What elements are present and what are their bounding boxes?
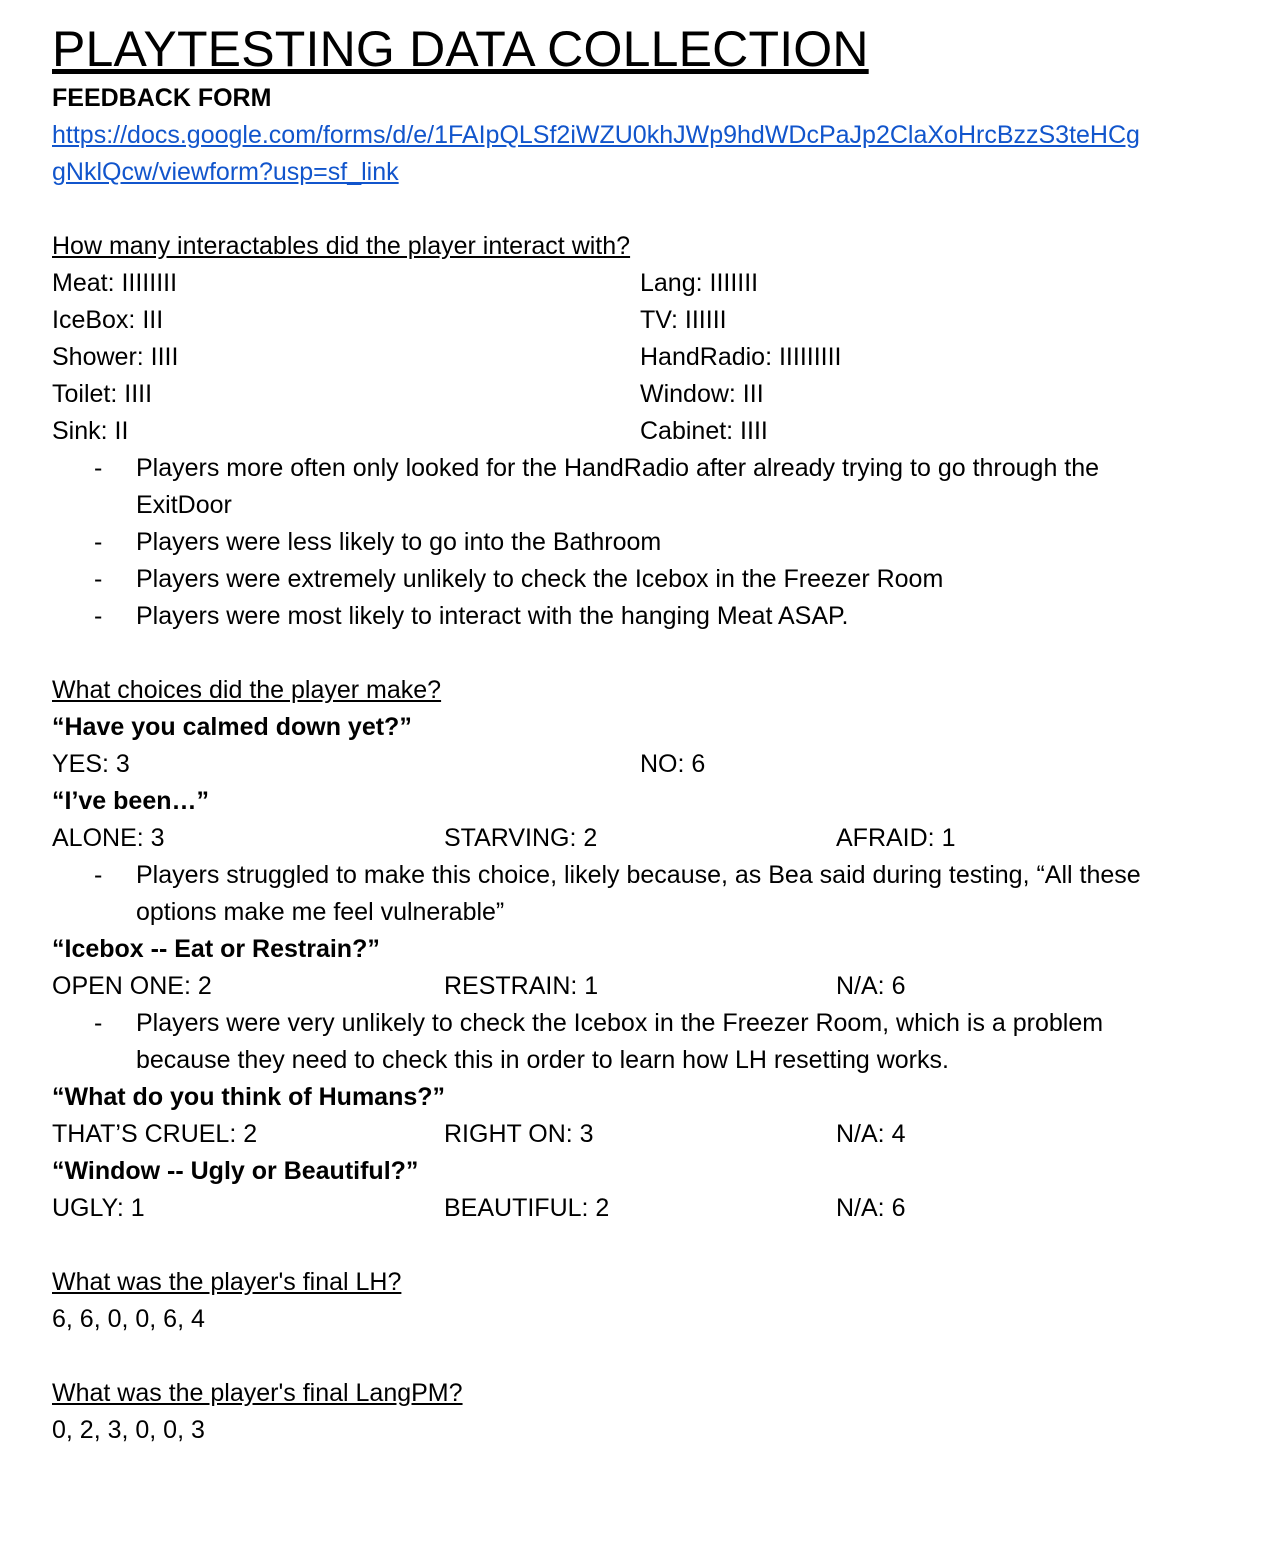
choice-result: OPEN ONE: 2 — [52, 972, 212, 1000]
choice-result: YES: 3 — [52, 750, 130, 778]
list-item: - Players were less likely to go into the Bathroom — [94, 528, 662, 556]
choice-result: STARVING: 2 — [444, 824, 598, 852]
choice-prompt-been: “I’ve been…” — [52, 787, 209, 815]
final-langpm-question: What was the player's final LangPM? — [52, 1379, 463, 1407]
choice-result: N/A: 6 — [836, 1194, 906, 1222]
choice-results-icebox — [52, 968, 1232, 1005]
interactable-tv: TV: IIIIII — [640, 306, 727, 334]
choice-results-calmed — [52, 746, 1232, 783]
interactable-toilet: Toilet: IIII — [52, 380, 153, 408]
interactables-table — [52, 265, 1232, 450]
interactable-window: Window: III — [640, 380, 764, 408]
choice-result: THAT’S CRUEL: 2 — [52, 1120, 258, 1148]
choice-notes-been — [52, 857, 1232, 931]
list-item: - Players struggled to make this choice, likely because, as Bea said during testing, “All these options make me feel vulnerable” — [94, 861, 1141, 926]
final-langpm-values: 0, 2, 3, 0, 0, 3 — [52, 1416, 205, 1444]
interactables-question: How many interactables did the player interact with? — [52, 232, 631, 260]
interactable-sink: Sink: II — [52, 417, 129, 445]
feedback-form-heading: FEEDBACK FORM — [52, 84, 272, 112]
interactables-notes — [52, 450, 1232, 635]
list-item: - Players were extremely unlikely to check the Icebox in the Freezer Room — [94, 565, 944, 593]
choice-result: UGLY: 1 — [52, 1194, 145, 1222]
choice-prompt-icebox: “Icebox -- Eat or Restrain?” — [52, 935, 380, 963]
choice-result: N/A: 4 — [836, 1120, 906, 1148]
document-title: PLAYTESTING DATA COLLECTION — [52, 21, 869, 77]
choice-result: AFRAID: 1 — [836, 824, 956, 852]
document-page — [52, 18, 1232, 1449]
interactable-lang: Lang: IIIIIII — [640, 269, 759, 297]
interactable-shower: Shower: IIII — [52, 343, 179, 371]
choice-result: N/A: 6 — [836, 972, 906, 1000]
list-item: - Players were most likely to interact with the hanging Meat ASAP. — [94, 602, 849, 630]
choice-result: RESTRAIN: 1 — [444, 972, 599, 1000]
choice-prompt-calmed: “Have you calmed down yet?” — [52, 713, 412, 741]
interactable-meat: Meat: IIIIIIII — [52, 269, 178, 297]
choice-prompt-window: “Window -- Ugly or Beautiful?” — [52, 1157, 419, 1185]
choice-result: NO: 6 — [640, 750, 706, 778]
choice-result: ALONE: 3 — [52, 824, 165, 852]
interactable-handradio: HandRadio: IIIIIIIII — [640, 343, 842, 371]
choice-results-window — [52, 1190, 1232, 1227]
choice-result: BEAUTIFUL: 2 — [444, 1194, 610, 1222]
choice-notes-icebox — [52, 1005, 1232, 1079]
choice-results-been — [52, 820, 1232, 857]
choice-results-humans — [52, 1116, 1232, 1153]
interactable-icebox: IceBox: III — [52, 306, 164, 334]
feedback-form-link[interactable]: https://docs.google.com/forms/d/e/1FAIpQLSf2iWZU0khJWp9hdWDcPaJp2ClaXoHrcBzzS3teHCggNklQcw/viewform?usp=sf_link — [52, 121, 1140, 186]
final-lh-values: 6, 6, 0, 0, 6, 4 — [52, 1305, 205, 1333]
final-lh-question: What was the player's final LH? — [52, 1268, 402, 1296]
choice-prompt-humans: “What do you think of Humans?” — [52, 1083, 446, 1111]
interactable-cabinet: Cabinet: IIII — [640, 417, 768, 445]
list-item: - Players more often only looked for the HandRadio after already trying to go through the ExitDoor — [94, 454, 1100, 519]
choices-question: What choices did the player make? — [52, 676, 442, 704]
list-item: - Players were very unlikely to check the Icebox in the Freezer Room, which is a problem because they need to check this in order to learn how LH resetting works. — [94, 1009, 1104, 1074]
choice-result: RIGHT ON: 3 — [444, 1120, 594, 1148]
